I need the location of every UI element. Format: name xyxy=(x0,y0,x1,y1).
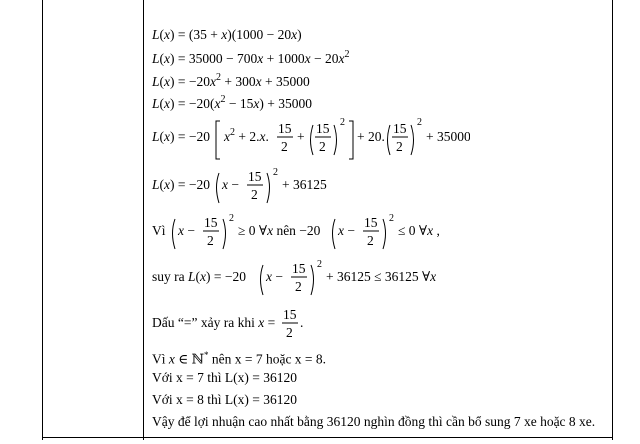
svg-text:x −: x − xyxy=(338,223,355,238)
svg-text:15: 15 xyxy=(316,121,330,136)
svg-text:15: 15 xyxy=(248,169,262,184)
svg-text:+ 36125: + 36125 xyxy=(282,177,327,192)
svg-text:2: 2 xyxy=(317,259,322,270)
svg-text:2: 2 xyxy=(251,187,258,202)
text-line-11: Với x = 7 thì L(x) = 36120 xyxy=(152,370,297,385)
svg-text:2: 2 xyxy=(273,167,278,178)
svg-text:2: 2 xyxy=(417,117,422,128)
svg-text:x −: x − xyxy=(178,223,195,238)
svg-text:L(x) = −20: L(x) = −20 xyxy=(152,177,210,192)
table-border-column xyxy=(143,0,144,440)
equation-line-8 xyxy=(150,257,450,306)
svg-text:+ 36125 ≤ 36125 ∀x: + 36125 ≤ 36125 ∀x xyxy=(326,269,437,284)
svg-text:15: 15 xyxy=(292,261,306,276)
svg-text:L(x) = −20x2 + 300x + 35000: $L(x) = -20x^2 + 300x + 35000$ xyxy=(152,72,310,89)
svg-text:x2 + 2.x.: $x^2 + 2.x$. xyxy=(224,127,269,144)
svg-text:15: 15 xyxy=(364,215,378,230)
svg-text:+ 35000: + 35000 xyxy=(426,129,470,144)
svg-text:x −: x − xyxy=(222,177,239,192)
equation-line-9 xyxy=(150,303,410,348)
svg-text:suy ra L(x) = −20: suy ra L(x) = −20 xyxy=(152,269,246,284)
svg-text:Vì: Vì xyxy=(152,223,166,238)
text-line-10: Vì x ∈ ℕ* nên x = 7 hoặc x = 8. xyxy=(152,350,327,367)
svg-text:L(x) = (35 + x)(1000 − 20x): L(x) = (35 + x)(1000 − 20x) xyxy=(152,27,302,42)
table-border-bottom xyxy=(42,437,613,438)
svg-text:L(x) = −20(x2 − 15x) + 35000: $L(x) = -20(x^2 - 15x) + 35000$ xyxy=(152,94,312,111)
svg-text:x −: x − xyxy=(266,269,283,284)
svg-text:15: 15 xyxy=(283,307,297,322)
svg-text:2: 2 xyxy=(340,117,345,128)
svg-text:≥ 0 ∀x nên −20: ≥ 0 ∀x nên −20 xyxy=(238,223,321,238)
svg-text:L(x) = 35000 − 700x + 1000x −: $L(x) = 35000 - 700x + 1000x - 20x^2$ xyxy=(152,49,350,66)
svg-text:.: . xyxy=(300,315,304,330)
svg-text:2: 2 xyxy=(229,213,234,224)
svg-text:2: 2 xyxy=(281,139,288,154)
table-border-left xyxy=(42,0,43,440)
svg-text:15: 15 xyxy=(393,121,407,136)
svg-text:2: 2 xyxy=(396,139,403,154)
svg-text:2: 2 xyxy=(389,213,394,224)
table-border-right xyxy=(612,0,613,440)
svg-text:2: 2 xyxy=(286,325,293,340)
equation-line-5 xyxy=(150,113,470,168)
svg-text:2: 2 xyxy=(367,233,374,248)
svg-text:Dấu “=” xảy ra khi x =: Dấu “=” xảy ra khi x = xyxy=(152,315,276,330)
svg-text:L(x) = −20: L(x) = −20 xyxy=(152,129,210,144)
svg-text:2: 2 xyxy=(207,233,214,248)
svg-text:+ 20.: + 20. xyxy=(357,129,385,144)
svg-text:2: 2 xyxy=(319,139,326,154)
text-line-13: Vậy để lợi nhuận cao nhất bằng 36120 nghìn đồng thì cần bổ sung 7 xe hoặc 8 xe. xyxy=(152,414,596,429)
svg-text:15: 15 xyxy=(204,215,218,230)
svg-text:2: 2 xyxy=(295,279,302,294)
equation-line-6 xyxy=(150,165,410,214)
svg-text:+: + xyxy=(297,129,305,144)
svg-text:≤ 0 ∀x ,: ≤ 0 ∀x , xyxy=(398,223,440,238)
svg-text:15: 15 xyxy=(278,121,292,136)
text-line-12: Với x = 8 thì L(x) = 36120 xyxy=(152,392,297,407)
equation-line-7 xyxy=(150,211,450,260)
